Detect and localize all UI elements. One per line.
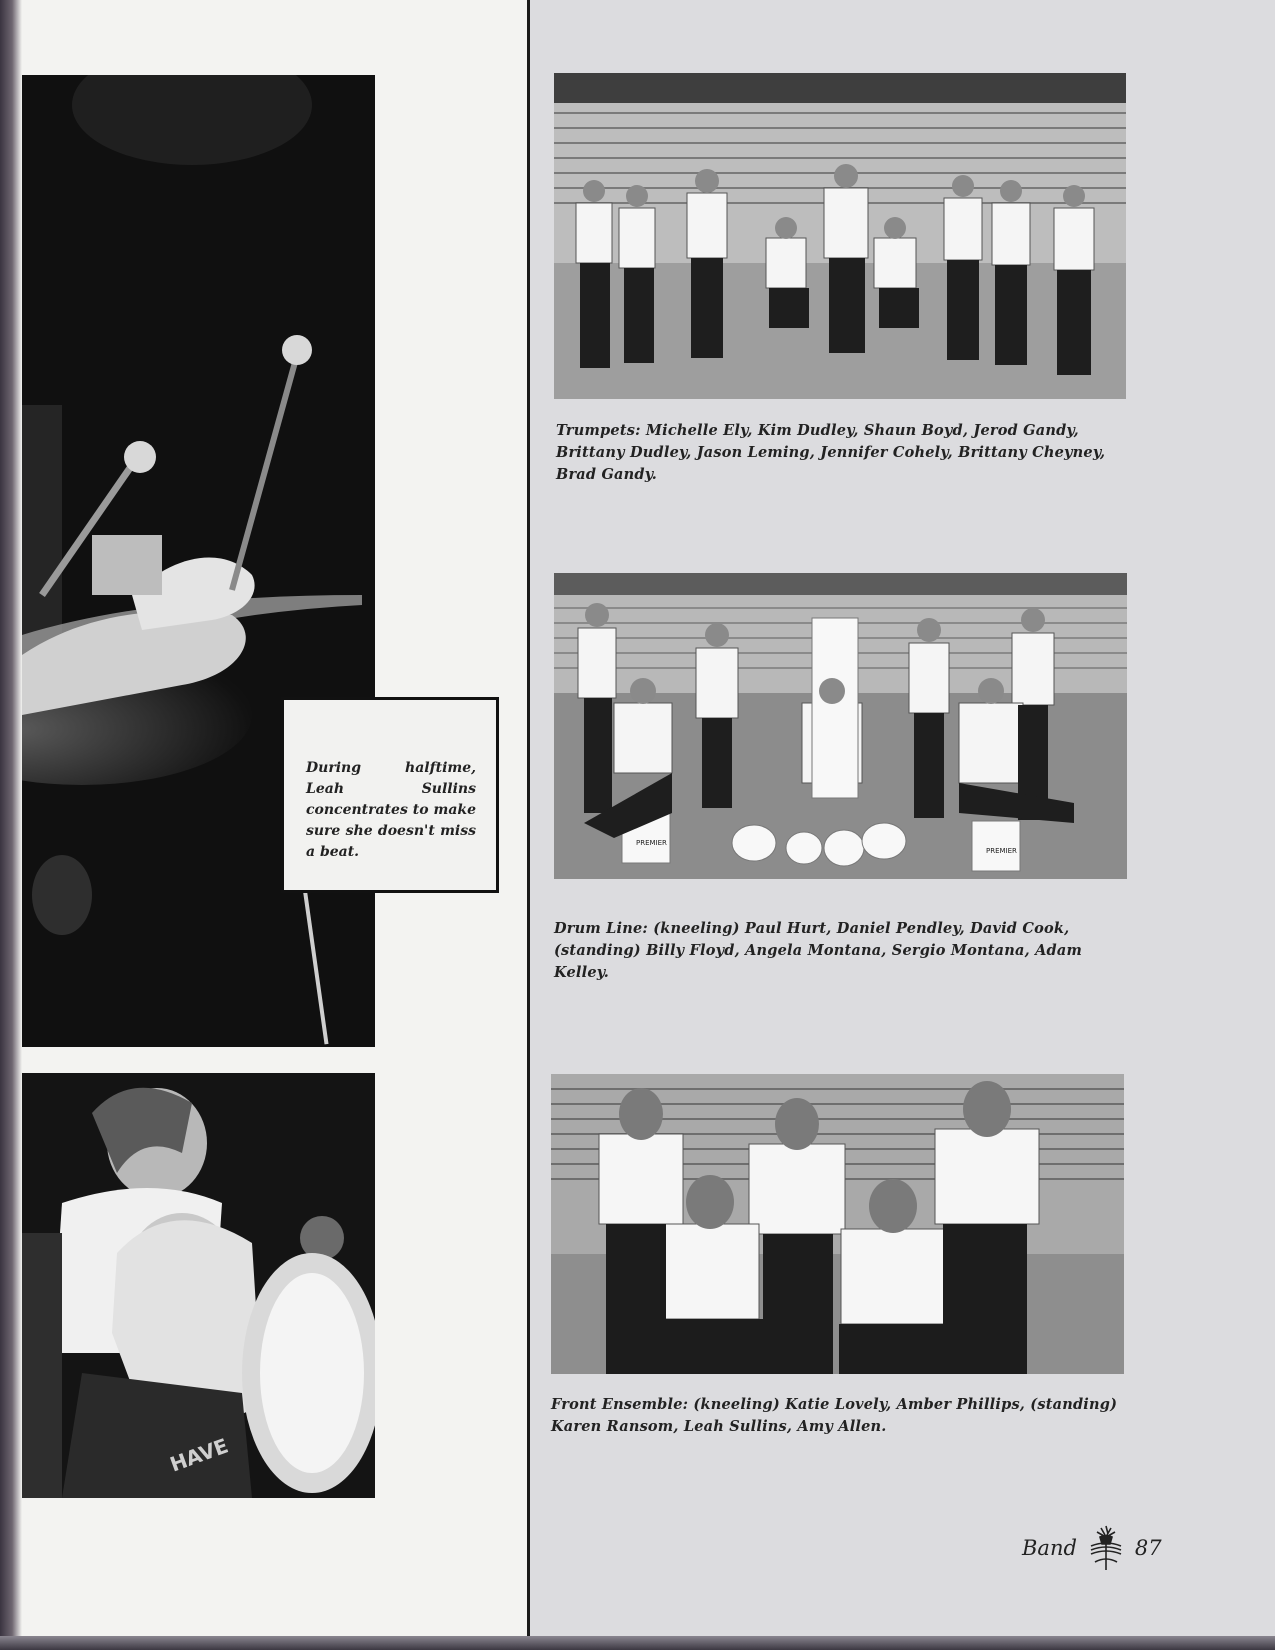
candid-ensemble-photo: [22, 1073, 375, 1498]
shirt-text: HAVE: [166, 1433, 232, 1477]
gutter-divider: [527, 0, 530, 1650]
torch-emblem-icon: [1085, 1522, 1127, 1574]
trumpets-photo: [554, 73, 1126, 399]
scan-bottom-edge: [0, 1636, 1275, 1650]
drum-line-caption: Drum Line: (kneeling) Paul Hurt, Daniel Pendley, David Cook, (standing) Billy Floyd, Angela Montana, Sergio Montana, Adam Kelley.: [554, 920, 1083, 981]
section-name: Band: [1022, 1536, 1077, 1560]
page-folio: [1022, 1518, 1182, 1578]
trumpets-caption: Trumpets: Michelle Ely, Kim Dudley, Shaun Boyd, Jerod Gandy, Brittany Dudley, Jason Leming, Jennifer Cohely, Brittany Cheyney, Brad Gandy.: [556, 422, 1106, 483]
page-number: 87: [1134, 1536, 1162, 1560]
binding-shadow: [0, 0, 22, 1650]
drum-brand-right: PREMIER: [986, 847, 1017, 855]
drummer-caption-box: [281, 697, 499, 893]
drummer-caption: During halftime, Leah Sullins concentrates to make sure she doesn't miss a beat.: [306, 760, 476, 860]
front-ensemble-caption: Front Ensemble: (kneeling) Katie Lovely, Amber Phillips, (standing) Karen Ransom, Leah Sullins, Amy Allen.: [551, 1396, 1118, 1435]
drum-line-photo: [554, 573, 1127, 879]
drummer-photo: [22, 75, 375, 1047]
drum-brand-left: PREMIER: [636, 839, 667, 847]
front-ensemble-photo: [551, 1074, 1124, 1374]
